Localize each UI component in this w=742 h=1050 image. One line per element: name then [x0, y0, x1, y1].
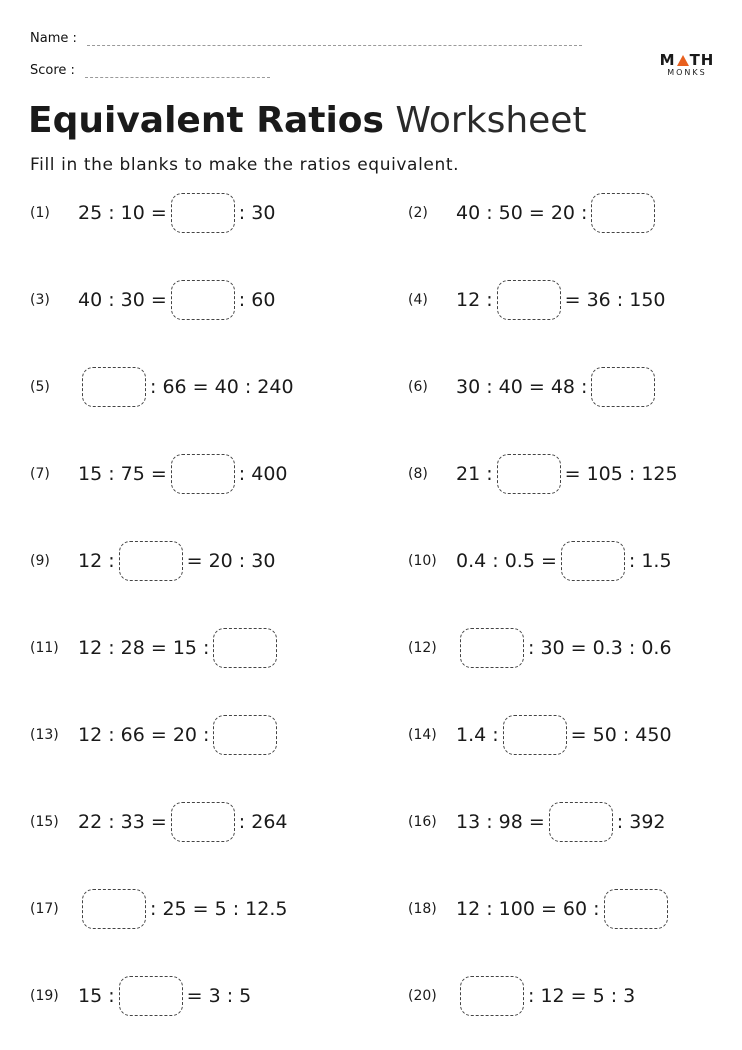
expression-left: 13 : 98 =	[456, 811, 545, 833]
name-blank-line[interactable]	[87, 31, 582, 46]
expression-right: : 30 = 0.3 : 0.6	[528, 637, 672, 659]
answer-blank-box[interactable]	[460, 628, 524, 668]
ratio-expression	[456, 193, 659, 233]
name-label: Name :	[30, 31, 77, 46]
problem-number: (15)	[30, 814, 59, 830]
problem-number: (16)	[408, 814, 437, 830]
score-field	[30, 63, 270, 78]
ratio-expression	[456, 802, 666, 842]
problem-13	[30, 713, 281, 757]
problem-7	[30, 452, 288, 496]
expression-right: : 392	[616, 811, 666, 833]
ratio-expression	[78, 802, 288, 842]
problem-number: (13)	[30, 727, 59, 743]
problem-3	[30, 278, 275, 322]
problem-number: (17)	[30, 901, 59, 917]
problem-number: (12)	[408, 640, 437, 656]
answer-blank-box[interactable]	[213, 715, 277, 755]
expression-right: : 60	[238, 289, 276, 311]
ratio-expression	[456, 280, 666, 320]
ratio-expression	[78, 193, 275, 233]
problem-15	[30, 800, 288, 844]
expression-right: = 3 : 5	[186, 985, 252, 1007]
problem-11	[30, 626, 281, 670]
expression-left: 15 :	[78, 985, 115, 1007]
problem-number: (11)	[30, 640, 59, 656]
triangle-icon	[677, 55, 689, 66]
answer-blank-box[interactable]	[171, 280, 235, 320]
logo-wordmark	[657, 52, 717, 68]
answer-blank-box[interactable]	[213, 628, 277, 668]
instructions: Fill in the blanks to make the ratios equivalent.	[30, 155, 460, 175]
expression-left: 12 :	[78, 550, 115, 572]
expression-right: : 400	[238, 463, 288, 485]
problem-number: (14)	[408, 727, 437, 743]
answer-blank-box[interactable]	[503, 715, 567, 755]
problem-number: (18)	[408, 901, 437, 917]
answer-blank-box[interactable]	[82, 889, 146, 929]
name-field	[30, 31, 582, 46]
problem-5	[30, 365, 294, 409]
expression-left: 15 : 75 =	[78, 463, 167, 485]
answer-blank-box[interactable]	[561, 541, 625, 581]
expression-right: : 66 = 40 : 240	[150, 376, 294, 398]
problem-number: (2)	[408, 205, 428, 221]
problem-number: (9)	[30, 553, 50, 569]
answer-blank-box[interactable]	[171, 454, 235, 494]
problem-16	[408, 800, 666, 844]
problem-12	[408, 626, 672, 670]
problem-14	[408, 713, 672, 757]
ratio-expression	[78, 367, 294, 407]
problem-10	[408, 539, 672, 583]
expression-right: : 30	[238, 202, 276, 224]
expression-left: 22 : 33 =	[78, 811, 167, 833]
answer-blank-box[interactable]	[549, 802, 613, 842]
ratio-expression	[456, 367, 659, 407]
answer-blank-box[interactable]	[591, 193, 655, 233]
ratio-expression	[78, 541, 275, 581]
expression-right: = 36 : 150	[564, 289, 666, 311]
ratio-expression	[456, 628, 672, 668]
expression-left: 40 : 30 =	[78, 289, 167, 311]
expression-left: 0.4 : 0.5 =	[456, 550, 557, 572]
ratio-expression	[456, 454, 678, 494]
answer-blank-box[interactable]	[119, 541, 183, 581]
page-title	[28, 100, 587, 141]
problem-18	[408, 887, 672, 931]
answer-blank-box[interactable]	[171, 802, 235, 842]
expression-right: = 105 : 125	[564, 463, 678, 485]
expression-right: : 25 = 5 : 12.5	[150, 898, 288, 920]
ratio-expression	[78, 454, 288, 494]
problem-number: (8)	[408, 466, 428, 482]
problem-number: (6)	[408, 379, 428, 395]
answer-blank-box[interactable]	[497, 280, 561, 320]
expression-right: : 1.5	[628, 550, 672, 572]
ratio-expression	[78, 280, 275, 320]
ratio-expression	[456, 715, 672, 755]
expression-left: 30 : 40 = 48 :	[456, 376, 588, 398]
answer-blank-box[interactable]	[591, 367, 655, 407]
ratio-expression	[456, 889, 672, 929]
ratio-expression	[78, 889, 288, 929]
answer-blank-box[interactable]	[604, 889, 668, 929]
problem-number: (3)	[30, 292, 50, 308]
logo-letters-th: TH	[689, 51, 715, 69]
problem-number: (1)	[30, 205, 50, 221]
expression-left: 21 :	[456, 463, 493, 485]
answer-blank-box[interactable]	[119, 976, 183, 1016]
answer-blank-box[interactable]	[82, 367, 146, 407]
problem-17	[30, 887, 288, 931]
ratio-expression	[78, 976, 251, 1016]
ratio-expression	[78, 628, 281, 668]
expression-right: : 12 = 5 : 3	[528, 985, 636, 1007]
title-bold: Equivalent Ratios	[28, 100, 384, 141]
logo-letter-m: M	[659, 51, 676, 69]
problem-2	[408, 191, 659, 235]
answer-blank-box[interactable]	[497, 454, 561, 494]
expression-left: 12 : 66 = 20 :	[78, 724, 210, 746]
ratio-expression	[78, 715, 281, 755]
logo-subtext: MONKS	[667, 68, 707, 77]
expression-right: = 20 : 30	[186, 550, 276, 572]
expression-right: : 264	[238, 811, 288, 833]
expression-right: = 50 : 450	[570, 724, 672, 746]
problem-8	[408, 452, 678, 496]
expression-left: 12 : 28 = 15 :	[78, 637, 210, 659]
problem-19	[30, 974, 251, 1018]
title-light: Worksheet	[395, 100, 587, 141]
ratio-expression	[456, 541, 672, 581]
answer-blank-box[interactable]	[171, 193, 235, 233]
problem-number: (10)	[408, 553, 437, 569]
expression-left: 12 : 100 = 60 :	[456, 898, 600, 920]
score-label: Score :	[30, 63, 75, 78]
expression-left: 1.4 :	[456, 724, 499, 746]
problem-number: (4)	[408, 292, 428, 308]
expression-left: 25 : 10 =	[78, 202, 167, 224]
expression-left: 40 : 50 = 20 :	[456, 202, 588, 224]
problem-number: (19)	[30, 988, 59, 1004]
math-monks-logo	[657, 52, 717, 78]
problem-number: (5)	[30, 379, 50, 395]
problem-1	[30, 191, 275, 235]
score-blank-line[interactable]	[85, 63, 270, 78]
problem-number: (7)	[30, 466, 50, 482]
answer-blank-box[interactable]	[460, 976, 524, 1016]
problem-4	[408, 278, 666, 322]
expression-left: 12 :	[456, 289, 493, 311]
problem-6	[408, 365, 659, 409]
ratio-expression	[456, 976, 635, 1016]
problem-number: (20)	[408, 988, 437, 1004]
problem-9	[30, 539, 275, 583]
problem-20	[408, 974, 635, 1018]
